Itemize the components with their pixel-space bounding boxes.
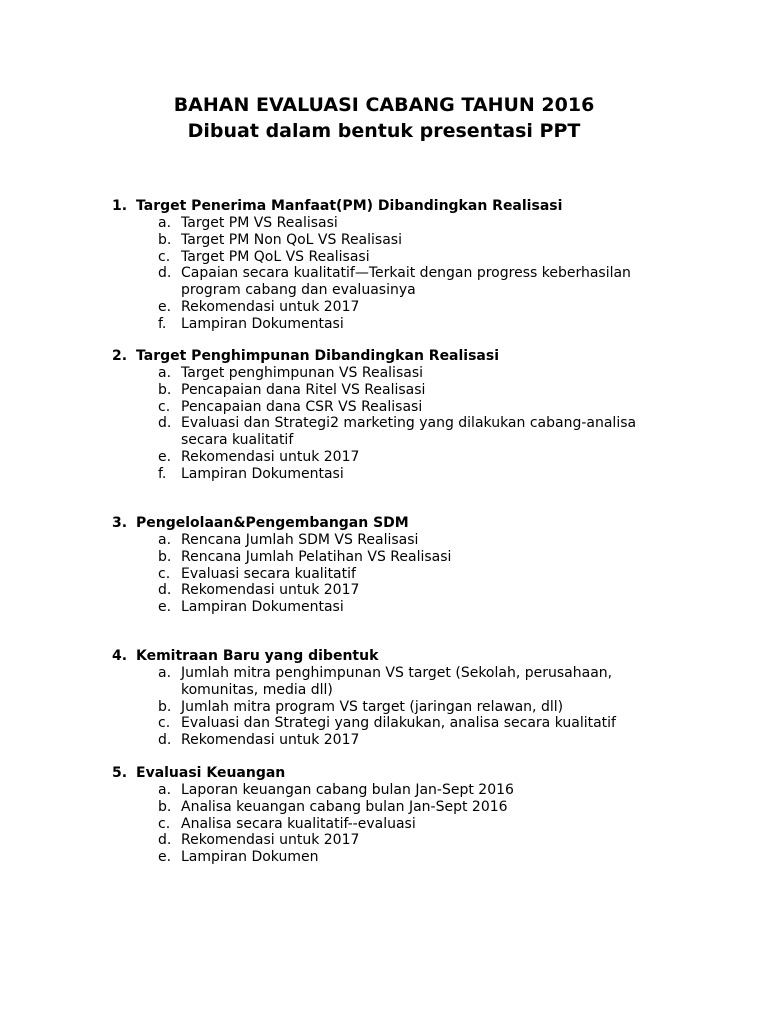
item-text: Rekomendasi untuk 2017 [181,298,360,315]
section-item-list [112,665,672,749]
item-text: Target PM QoL VS Realisasi [181,248,370,265]
item-letter: d. [158,415,172,432]
section-heading [112,515,672,532]
item-letter: d. [158,732,172,749]
item-letter: b. [158,548,172,565]
list-item [112,215,672,232]
list-item [112,299,672,316]
item-letter: a. [158,782,172,798]
item-text: Evaluasi secara kualitatif [181,565,356,582]
list-item [112,549,672,566]
item-text: Lampiran Dokumentasi [181,599,344,616]
list-item [112,849,672,866]
section-heading [112,198,672,215]
item-text: Lampiran Dokumen [181,849,319,866]
list-item [112,466,672,483]
item-text: Analisa secara kualitatif--evaluasi [181,815,416,832]
section-number: 2. [112,348,128,364]
section-5 [112,765,672,866]
list-item [112,715,672,732]
list-item [112,599,672,616]
list-item [112,232,672,249]
section-heading [112,648,672,665]
list-item [112,382,672,399]
item-letter: a. [158,532,172,548]
list-item [112,249,672,266]
item-letter: a. [158,215,172,231]
list-item [112,799,672,816]
list-item [112,449,672,466]
item-letter: d. [158,832,172,849]
item-text: Evaluasi dan Strategi2 marketing yang dilakukan cabang-analisa secara kualitatif [181,415,637,449]
item-letter: a. [158,665,172,681]
list-item [112,265,672,299]
list-item [112,415,672,449]
item-text: Target PM Non QoL VS Realisasi [181,231,402,248]
item-text: Lampiran Dokumentasi [181,315,344,332]
list-item [112,316,672,333]
item-text: Rencana Jumlah Pelatihan VS Realisasi [181,548,452,565]
list-item [112,532,672,549]
document-subtitle: Dibuat dalam bentuk presentasi PPT [187,120,581,142]
section-title: Kemitraan Baru yang dibentuk [136,648,379,664]
item-letter: b. [158,381,172,398]
item-text: Capaian secara kualitatif—Terkait dengan progress keberhasilan program cabang dan evaluasinya [181,265,631,299]
item-text: Lampiran Dokumentasi [181,465,344,482]
section-title: Pengelolaan&Pengembangan SDM [136,515,409,531]
item-letter: e. [158,298,172,315]
item-text: Jumlah mitra penghimpunan VS target (Sekolah, perusahaan, komunitas, media dll) [181,665,613,698]
section-item-list [112,782,672,866]
item-text: Pencapaian dana Ritel VS Realisasi [181,381,426,398]
list-item [112,566,672,583]
item-text: Rencana Jumlah SDM VS Realisasi [181,532,419,548]
item-letter: b. [158,698,172,715]
section-title: Target Penghimpunan Dibandingkan Realisasi [136,348,500,364]
item-text: Rekomendasi untuk 2017 [181,832,360,849]
item-letter: d. [158,265,172,282]
list-item [112,816,672,833]
item-letter: f. [158,315,167,332]
section-number: 1. [112,198,128,214]
section-4 [112,648,672,749]
section-3 [112,515,672,616]
section-1 [112,198,672,333]
item-letter: d. [158,582,172,599]
item-letter: e. [158,849,172,866]
item-letter: f. [158,465,167,482]
section-title: Target Penerima Manfaat(PM) Dibandingkan Realisasi [136,198,563,214]
section-title: Evaluasi Keuangan [136,765,286,781]
list-item [112,365,672,382]
section-heading [112,348,672,365]
list-item [112,582,672,599]
item-text: Pencapaian dana CSR VS Realisasi [181,398,423,415]
section-item-list [112,215,672,333]
item-text: Laporan keuangan cabang bulan Jan-Sept 2016 [181,782,514,798]
section-item-list [112,365,672,483]
item-letter: c. [158,248,171,265]
item-text: Target penghimpunan VS Realisasi [181,365,423,381]
item-text: Analisa keuangan cabang bulan Jan-Sept 2016 [181,798,508,815]
list-item [112,782,672,799]
item-text: Rekomendasi untuk 2017 [181,448,360,465]
list-item [112,832,672,849]
item-text: Rekomendasi untuk 2017 [181,582,360,599]
item-text: Evaluasi dan Strategi yang dilakukan, analisa secara kualitatif [181,715,616,732]
item-letter: e. [158,448,172,465]
list-item [112,699,672,716]
item-letter: a. [158,365,172,381]
item-text: Rekomendasi untuk 2017 [181,732,360,749]
item-letter: b. [158,231,172,248]
item-text: Target PM VS Realisasi [181,215,338,231]
item-letter: e. [158,599,172,616]
section-number: 5. [112,765,128,781]
list-item [112,732,672,749]
document-title: BAHAN EVALUASI CABANG TAHUN 2016 [173,94,595,116]
section-2 [112,348,672,483]
section-number: 4. [112,648,128,664]
item-letter: b. [158,798,172,815]
list-item [112,399,672,416]
item-text: Jumlah mitra program VS target (jaringan relawan, dll) [181,698,564,715]
item-letter: c. [158,398,171,415]
item-letter: c. [158,565,171,582]
section-heading [112,765,672,782]
section-number: 3. [112,515,128,531]
section-item-list [112,532,672,616]
item-letter: c. [158,815,171,832]
list-item [112,665,672,699]
item-letter: c. [158,715,171,732]
